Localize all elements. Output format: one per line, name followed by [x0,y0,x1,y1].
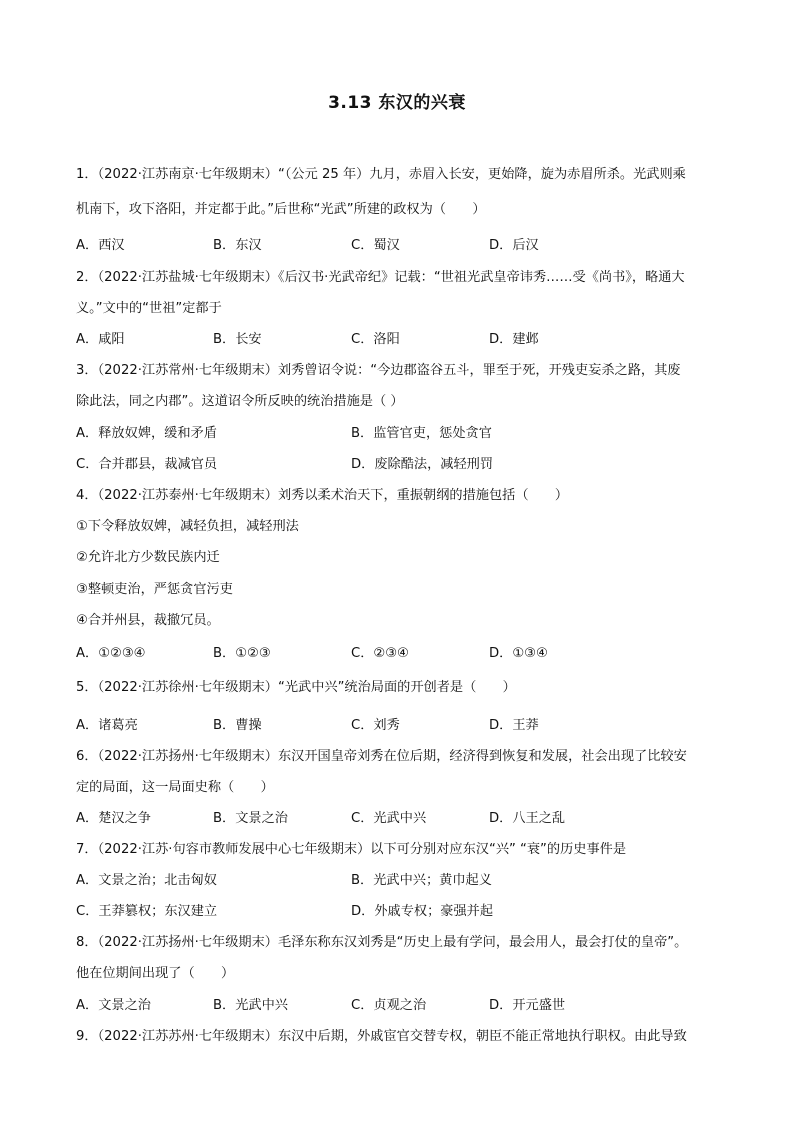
question-2-option-a: A．咸阳 [76,332,125,347]
question-7-line-1: 7．（2022·江苏·句容市教师发展中心七年级期末）以下可分别对应东汉“兴” “衰”的历史事件是 [76,842,627,857]
page-title: 3.13 东汉的兴衰 [328,93,466,113]
question-5-option-b: B．曹操 [213,718,262,733]
question-4-item-1: ①下令释放奴婢，减轻负担，减轻刑法 [76,519,299,534]
question-2-option-c: C．洛阳 [351,332,400,347]
question-5-option-c: C．刘秀 [351,718,400,733]
question-4-option-b: B．①②③ [213,646,271,661]
question-5-option-d: D．王莽 [489,718,539,733]
question-3-option-c: C．合并郡县，裁减官员 [76,457,218,472]
question-2-option-d: D．建邺 [489,332,539,347]
question-3-option-a: A．释放奴婢，缓和矛盾 [76,426,217,441]
question-4-option-c: C．②③④ [351,646,409,661]
question-3-line-2: 除此法，同之内郡”。这道诏令所反映的统治措施是（ ） [76,394,404,409]
question-1-option-c: C．蜀汉 [351,238,400,253]
question-2-line-2: 义。”文中的“世祖”定都于 [76,301,222,316]
question-4-item-3: ③整顿吏治，严惩贪官污吏 [76,582,233,597]
question-1-option-b: B．东汉 [213,238,262,253]
question-6-option-b: B．文景之治 [213,811,288,826]
question-6-option-c: C．光武中兴 [351,811,427,826]
question-4-option-a: A．①②③④ [76,646,146,661]
question-8-line-1: 8．（2022·江苏扬州·七年级期末）毛泽东称东汉刘秀是“历史上最有学问，最会用人，最会打仗的皇帝”。 [76,935,688,950]
question-7-option-c: C．王莽篡权；东汉建立 [76,904,218,919]
question-1-option-d: D．后汉 [489,238,539,253]
question-8-line-2: 他在位期间出现了（ ） [76,966,235,981]
question-4-option-d: D．①③④ [489,646,548,661]
question-8-option-c: C．贞观之治 [351,998,427,1013]
question-9-line-1: 9．（2022·江苏苏州·七年级期末）东汉中后期，外戚宦官交替专权，朝臣不能正常地执行职权。由此导致 [76,1029,687,1044]
question-3-line-1: 3．（2022·江苏常州·七年级期末）刘秀曾诏令说：“今边郡盗谷五斗，罪至于死，开残吏妄杀之路，其废 [76,363,681,378]
question-4-line-1: 4．（2022·江苏泰州·七年级期末）刘秀以柔术治天下，重振朝纲的措施包括（ ） [76,488,569,503]
question-1-line-2: 机南下，攻下洛阳，并定都于此。”后世称“光武”所建的政权为（ ） [76,202,486,217]
question-5-option-a: A．诸葛亮 [76,718,138,733]
question-8-option-d: D．开元盛世 [489,998,566,1013]
question-6-line-1: 6．（2022·江苏扬州·七年级期末）东汉开国皇帝刘秀在位后期，经济得到恢复和发展，社会出现了比较安 [76,749,687,764]
question-8-option-b: B．光武中兴 [213,998,288,1013]
question-6-option-a: A．楚汉之争 [76,811,151,826]
question-1-line-1: 1．（2022·江苏南京·七年级期末）“（公元 25 年）九月，赤眉入长安，更始降，旋为赤眉所杀。光武则乘 [76,167,686,182]
question-2-line-1: 2．（2022·江苏盐城·七年级期末）《后汉书·光武帝纪》记载：“世祖光武皇帝讳秀……受《尚书》，略通大 [76,270,685,285]
question-2-option-b: B．长安 [213,332,262,347]
question-3-option-d: D．废除酷法，减轻刑罚 [351,457,494,472]
question-6-option-d: D．八王之乱 [489,811,566,826]
question-6-line-2: 定的局面，这一局面史称（ ） [76,780,274,795]
question-7-option-d: D．外戚专权；豪强并起 [351,904,494,919]
question-1-option-a: A．西汉 [76,238,125,253]
question-8-option-a: A．文景之治 [76,998,151,1013]
question-7-option-a: A．文景之治；北击匈奴 [76,873,217,888]
question-3-option-b: B．监管官吏，惩处贪官 [351,426,492,441]
question-4-item-2: ②允许北方少数民族内迁 [76,550,220,565]
question-5-line-1: 5．（2022·江苏徐州·七年级期末）“光武中兴”统治局面的开创者是（ ） [76,680,516,695]
question-4-item-4: ④合并州县，裁撤冗员。 [76,613,220,628]
question-7-option-b: B．光武中兴；黄巾起义 [351,873,492,888]
